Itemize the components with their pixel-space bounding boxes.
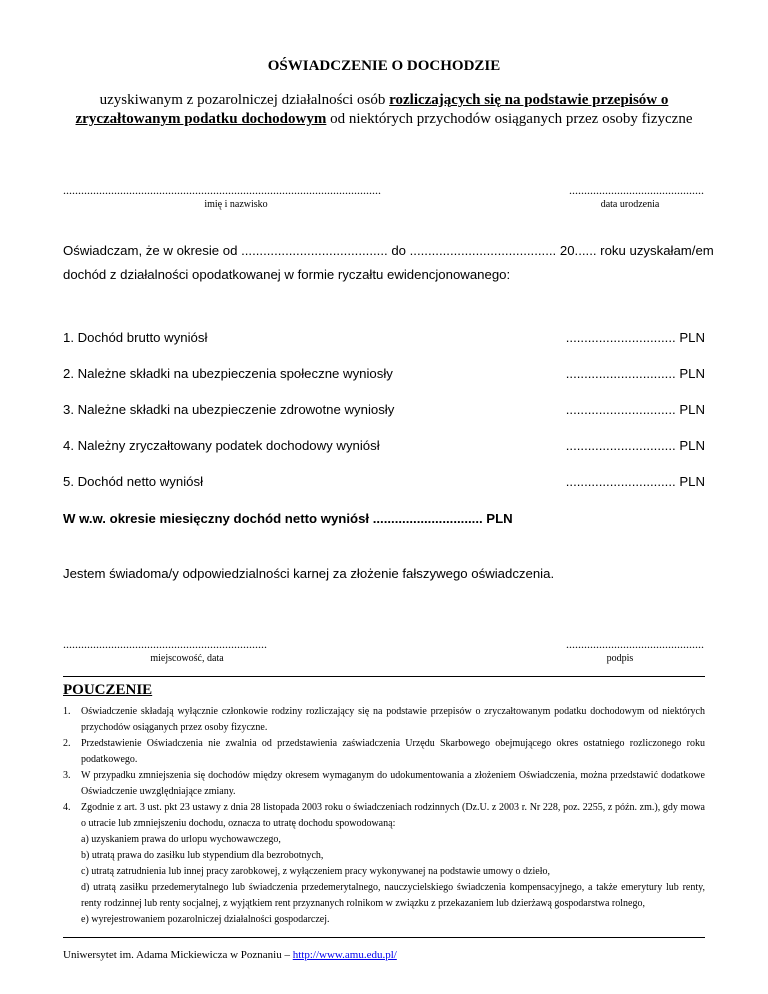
sub-item: b) utratą prawa do zasiłku lub stypendium dla bezrobotnych, [81, 850, 324, 861]
birthdate-field[interactable]: ............................................. [569, 183, 704, 197]
footer-divider [63, 937, 705, 938]
list-item-number: 1. [63, 706, 71, 717]
item-label-health-contributions: 3. Należne składki na ubezpieczenie zdrowotne wyniosły [63, 402, 395, 417]
list-item-number: 4. [63, 802, 71, 813]
list-item-text: Oświadczenie składają wyłącznie członkowie rodziny rozliczający się na podstawie przepisów o zryczałtowanym podatku dochodowym od niektórych przychodów osiąganych przez osoby fizyczne. [81, 706, 705, 733]
item-value-gross-income[interactable]: .............................. PLN [565, 330, 705, 345]
page-subtitle [70, 91, 698, 129]
name-caption: imię i nazwisko [204, 199, 268, 210]
awareness-statement: Jestem świadoma/y odpowiedzialności karnej za złożenie fałszywego oświadczenia. [63, 566, 555, 581]
item-label-social-contributions: 2. Należne składki na ubezpieczenia społeczne wyniosły [63, 366, 393, 381]
signature-field[interactable]: .............................................. [566, 637, 704, 651]
statement-line-2: dochód z działalności opodatkowanej w formie ryczałtu ewidencjonowanego: [63, 267, 511, 282]
footer-text: Uniwersytet im. Adama Mickiewicza w Poznaniu – [63, 949, 293, 961]
subtitle-post: od niektórych przychodów osiąganych przez osoby fizyczne [326, 111, 693, 127]
list-item-text: W przypadku zmniejszenia się dochodów między okresem wymaganym do udokumentowania a złożeniem Oświadczenia, można przedstawić dodatkowe Oświadczenie uwzględniające zmiany. [81, 770, 705, 797]
sub-item: d) utratą zasiłku przedemerytalnego lub świadczenia przedemerytalnego, nauczycielskiego świadczenia kompensacyjnego, a także emerytury lub renty, renty rodzinnej lub renty socjalnej, z wyjątkiem rent przyznanych rolnikom w związku z przekazaniem lub dzierżawą gospodarstwa rolnego, [81, 882, 705, 909]
list-item [63, 704, 705, 736]
item-value-health-contributions[interactable]: .............................. PLN [565, 402, 705, 417]
instructions-list [63, 704, 705, 928]
sub-item: e) wyrejestrowaniem pozarolniczej działalności gospodarczej. [81, 914, 330, 925]
subtitle-pre: uzyskiwanym z pozarolniczej działalności osób [99, 92, 390, 108]
item-label-lump-sum-tax: 4. Należny zryczałtowany podatek dochodowy wyniósł [63, 438, 380, 453]
statement-line-1: Oświadczam, że w okresie od ........................................ do ........................................ 20...... roku uzyskałam/em [63, 243, 714, 258]
item-value-net-income[interactable]: .............................. PLN [565, 474, 705, 489]
footer [63, 949, 397, 961]
sub-item: c) utratą zatrudnienia lub innej pracy zarobkowej, z wyłączeniem pracy wykonywanej na podstawie umowy o dzieło, [81, 866, 550, 877]
monthly-net-income: W w.w. okresie miesięczny dochód netto wyniósł .............................. PLN [63, 511, 513, 526]
list-item [63, 768, 705, 800]
item-value-lump-sum-tax[interactable]: .............................. PLN [565, 438, 705, 453]
item-label-net-income: 5. Dochód netto wyniósł [63, 474, 204, 489]
section-divider [63, 676, 705, 677]
list-item-number: 3. [63, 770, 71, 781]
place-date-field[interactable]: .................................................................... [63, 637, 267, 651]
instructions-heading: POUCZENIE [63, 682, 153, 698]
list-item-text: Przedstawienie Oświadczenia nie zwalnia od przedstawienia zaświadczenia Urzędu Skarbowego obejmującego okres ostatniego rozliczonego roku podatkowego. [81, 738, 705, 765]
page-title: OŚWIADCZENIE O DOCHODZIE [267, 58, 501, 74]
subtitle-emphasis: rozliczających się na podstawie przepisów o zryczałtowanym podatku dochodowym [75, 92, 669, 127]
list-item-number: 2. [63, 738, 71, 749]
list-item [63, 800, 705, 928]
footer-link[interactable]: http://www.amu.edu.pl/ [292, 949, 397, 961]
birthdate-caption: data urodzenia [600, 199, 660, 210]
item-value-social-contributions[interactable]: .............................. PLN [565, 366, 705, 381]
sub-item: a) uzyskaniem prawa do urlopu wychowawczego, [81, 834, 281, 845]
item-label-gross-income: 1. Dochód brutto wyniósł [63, 330, 208, 345]
name-field[interactable]: .......................................................................................................... [63, 183, 381, 197]
list-item-text: Zgodnie z art. 3 ust. pkt 23 ustawy z dnia 28 listopada 2003 roku o świadczeniach rodzinnych (Dz.U. z 2003 r. Nr 228, poz. 2255, z późn. zm.), gdy mowa o utracie lub zmniejszeniu dochodu, oznacza to utratę dochodu spowodowaną: [81, 802, 705, 829]
place-date-caption: miejscowość, data [150, 653, 224, 664]
signature-caption: podpis [606, 653, 634, 664]
list-item [63, 736, 705, 768]
